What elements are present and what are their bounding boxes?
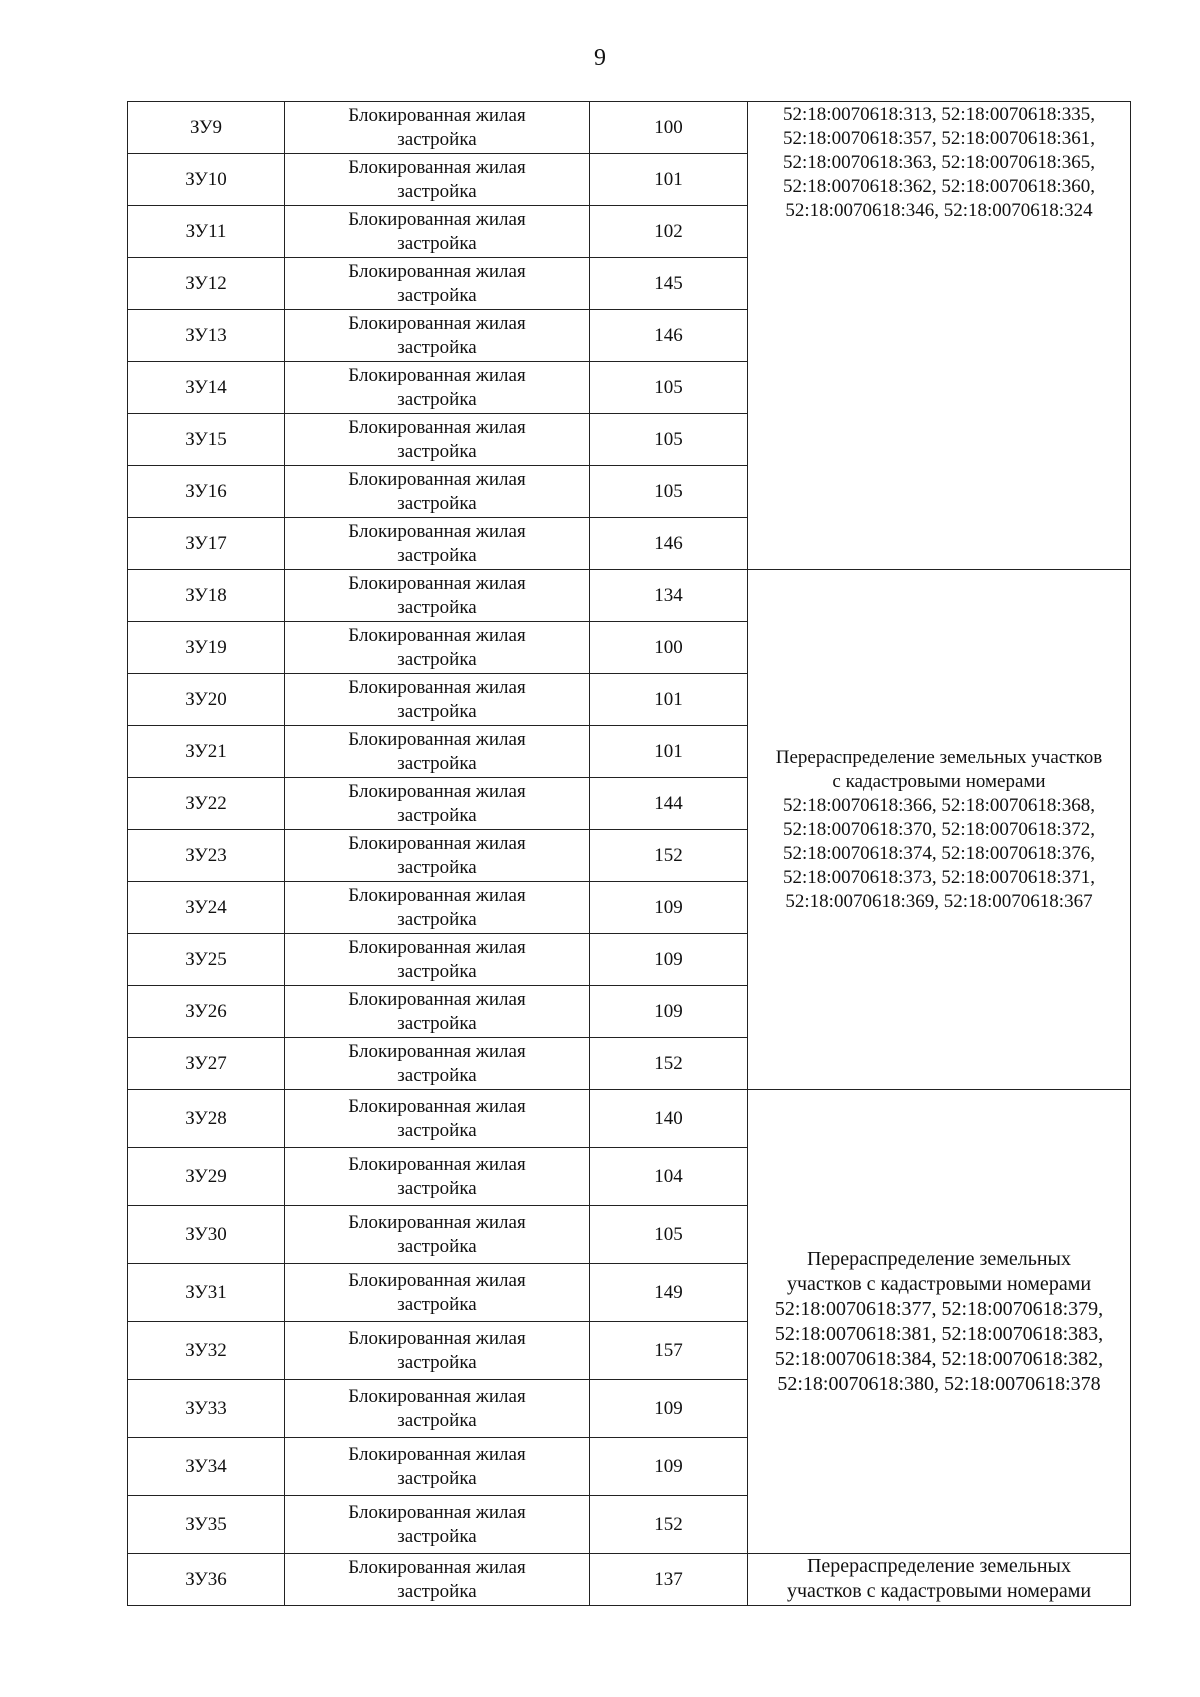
- plot-id-cell: ЗУ27: [128, 1038, 285, 1090]
- land-use-line-1: Блокированная жилая: [348, 416, 526, 438]
- area-cell: 100: [590, 102, 748, 154]
- land-use-line-1: Блокированная жилая: [348, 208, 526, 230]
- table-body: [128, 102, 1131, 1606]
- land-use-line-1: Блокированная жилая: [348, 1443, 526, 1465]
- area-cell: 105: [590, 362, 748, 414]
- land-use-cell: [285, 986, 590, 1038]
- land-use-cell: [285, 1496, 590, 1554]
- area-cell: 137: [590, 1554, 748, 1606]
- cadastral-note-line: 52:18:0070618:381, 52:18:0070618:383,: [774, 1322, 1104, 1345]
- plot-id-cell: ЗУ22: [128, 778, 285, 830]
- area-cell: 109: [590, 1438, 748, 1496]
- land-use-line-2: застройка: [397, 1177, 477, 1199]
- area-cell: 101: [590, 154, 748, 206]
- plot-id-cell: ЗУ21: [128, 726, 285, 778]
- land-use-line-2: застройка: [397, 1351, 477, 1373]
- land-use-line-1: Блокированная жилая: [348, 520, 526, 542]
- land-use-cell: [285, 778, 590, 830]
- plot-id-cell: ЗУ11: [128, 206, 285, 258]
- land-use-line-2: застройка: [397, 804, 477, 826]
- land-use-cell: [285, 1438, 590, 1496]
- area-cell: 104: [590, 1148, 748, 1206]
- land-use-line-1: Блокированная жилая: [348, 1556, 526, 1578]
- cadastral-note-line: Перераспределение земельных: [806, 1247, 1071, 1270]
- land-use-cell: [285, 1206, 590, 1264]
- plot-id-cell: ЗУ36: [128, 1554, 285, 1606]
- plot-id-cell: ЗУ35: [128, 1496, 285, 1554]
- area-cell: 105: [590, 1206, 748, 1264]
- table-row: [128, 570, 1131, 622]
- land-use-line-1: Блокированная жилая: [348, 364, 526, 386]
- plot-id-cell: ЗУ19: [128, 622, 285, 674]
- cadastral-note-line: 52:18:0070618:374, 52:18:0070618:376,: [783, 842, 1095, 864]
- cadastral-note-line: 52:18:0070618:384, 52:18:0070618:382,: [774, 1347, 1104, 1370]
- land-use-line-1: Блокированная жилая: [348, 156, 526, 178]
- land-use-cell: [285, 1380, 590, 1438]
- area-cell: 152: [590, 1496, 748, 1554]
- land-use-line-1: Блокированная жилая: [348, 312, 526, 334]
- land-use-line-1: Блокированная жилая: [348, 260, 526, 282]
- land-use-cell: [285, 674, 590, 726]
- plot-id-cell: ЗУ29: [128, 1148, 285, 1206]
- land-use-line-1: Блокированная жилая: [348, 1385, 526, 1407]
- land-use-line-2: застройка: [397, 1409, 477, 1431]
- cadastral-note-line: Перераспределение земельных: [806, 1555, 1071, 1577]
- land-use-line-1: Блокированная жилая: [348, 1269, 526, 1291]
- area-cell: 152: [590, 830, 748, 882]
- plot-id-cell: ЗУ16: [128, 466, 285, 518]
- land-use-line-1: Блокированная жилая: [348, 1211, 526, 1233]
- area-cell: 101: [590, 674, 748, 726]
- area-cell: 152: [590, 1038, 748, 1090]
- land-use-line-2: застройка: [397, 492, 477, 514]
- land-use-line-2: застройка: [397, 128, 477, 150]
- cadastral-note-line: 52:18:0070618:313, 52:18:0070618:335,: [783, 104, 1095, 125]
- area-cell: 140: [590, 1090, 748, 1148]
- land-use-cell: [285, 1038, 590, 1090]
- cadastral-note-line: участков с кадастровыми номерами: [786, 1272, 1092, 1295]
- land-use-cell: [285, 1148, 590, 1206]
- plot-id-cell: ЗУ9: [128, 102, 285, 154]
- land-use-line-2: застройка: [397, 856, 477, 878]
- cadastral-note-cell: [748, 570, 1131, 1090]
- land-use-line-2: застройка: [397, 596, 477, 618]
- land-use-line-2: застройка: [397, 960, 477, 982]
- land-use-cell: [285, 622, 590, 674]
- land-use-cell: [285, 570, 590, 622]
- land-use-cell: [285, 414, 590, 466]
- page-number: 9: [594, 45, 606, 71]
- land-use-line-1: Блокированная жилая: [348, 832, 526, 854]
- land-use-line-2: застройка: [397, 908, 477, 930]
- cadastral-note-line: Перераспределение земельных участков: [775, 746, 1103, 768]
- plot-id-cell: ЗУ10: [128, 154, 285, 206]
- plot-id-cell: ЗУ32: [128, 1322, 285, 1380]
- land-use-cell: [285, 882, 590, 934]
- land-use-line-1: Блокированная жилая: [348, 988, 526, 1010]
- plot-id-cell: ЗУ26: [128, 986, 285, 1038]
- cadastral-note-line: 52:18:0070618:362, 52:18:0070618:360,: [783, 176, 1095, 197]
- area-cell: 105: [590, 414, 748, 466]
- cadastral-note-cell: [748, 1554, 1131, 1606]
- land-use-line-2: застройка: [397, 388, 477, 410]
- plot-id-cell: ЗУ28: [128, 1090, 285, 1148]
- land-use-line-1: Блокированная жилая: [348, 1040, 526, 1062]
- area-cell: 157: [590, 1322, 748, 1380]
- land-use-line-1: Блокированная жилая: [348, 104, 526, 126]
- area-cell: 105: [590, 466, 748, 518]
- land-use-line-1: Блокированная жилая: [348, 884, 526, 906]
- area-cell: 134: [590, 570, 748, 622]
- land-use-line-2: застройка: [397, 336, 477, 358]
- area-cell: 149: [590, 1264, 748, 1322]
- land-use-cell: [285, 830, 590, 882]
- plot-id-cell: ЗУ18: [128, 570, 285, 622]
- land-use-line-2: застройка: [397, 1235, 477, 1257]
- cadastral-note-line: 52:18:0070618:373, 52:18:0070618:371,: [783, 866, 1095, 888]
- land-use-cell: [285, 934, 590, 986]
- plot-id-cell: ЗУ30: [128, 1206, 285, 1264]
- plot-id-cell: ЗУ14: [128, 362, 285, 414]
- plot-id-cell: ЗУ24: [128, 882, 285, 934]
- land-use-line-2: застройка: [397, 440, 477, 462]
- area-cell: 100: [590, 622, 748, 674]
- cadastral-note-line: 52:18:0070618:346, 52:18:0070618:324: [785, 200, 1093, 221]
- land-use-cell: [285, 1264, 590, 1322]
- cadastral-note-line: 52:18:0070618:366, 52:18:0070618:368,: [783, 794, 1095, 816]
- area-cell: 146: [590, 518, 748, 570]
- table-row: [128, 102, 1131, 154]
- plot-id-cell: ЗУ34: [128, 1438, 285, 1496]
- land-use-line-2: застройка: [397, 1119, 477, 1141]
- land-use-line-2: застройка: [397, 700, 477, 722]
- area-cell: 146: [590, 310, 748, 362]
- land-use-line-2: застройка: [397, 544, 477, 566]
- land-use-line-2: застройка: [397, 180, 477, 202]
- land-use-line-2: застройка: [397, 1012, 477, 1034]
- land-use-line-2: застройка: [397, 1580, 477, 1602]
- land-use-cell: [285, 1322, 590, 1380]
- land-use-cell: [285, 1090, 590, 1148]
- land-use-line-1: Блокированная жилая: [348, 624, 526, 646]
- table-row: [128, 1554, 1131, 1606]
- plot-id-cell: ЗУ25: [128, 934, 285, 986]
- cadastral-note-line: 52:18:0070618:369, 52:18:0070618:367: [785, 890, 1093, 912]
- land-use-cell: [285, 310, 590, 362]
- land-use-cell: [285, 102, 590, 154]
- land-use-line-1: Блокированная жилая: [348, 676, 526, 698]
- land-use-line-2: застройка: [397, 284, 477, 306]
- land-use-line-1: Блокированная жилая: [348, 468, 526, 490]
- area-cell: 102: [590, 206, 748, 258]
- cadastral-note-line: 52:18:0070618:377, 52:18:0070618:379,: [774, 1297, 1104, 1320]
- area-cell: 144: [590, 778, 748, 830]
- area-cell: 101: [590, 726, 748, 778]
- land-use-line-2: застройка: [397, 648, 477, 670]
- land-plots-table: [127, 101, 1131, 1606]
- cadastral-note-line: с кадастровыми номерами: [832, 770, 1046, 792]
- land-use-line-1: Блокированная жилая: [348, 1095, 526, 1117]
- plot-id-cell: ЗУ33: [128, 1380, 285, 1438]
- cadastral-note-line: 52:18:0070618:357, 52:18:0070618:361,: [783, 128, 1095, 149]
- plot-id-cell: ЗУ13: [128, 310, 285, 362]
- cadastral-note-line: участков с кадастровыми номерами: [786, 1580, 1092, 1602]
- land-use-cell: [285, 518, 590, 570]
- land-use-line-2: застройка: [397, 752, 477, 774]
- table-row: [128, 1090, 1131, 1148]
- land-use-cell: [285, 362, 590, 414]
- land-use-line-2: застройка: [397, 1293, 477, 1315]
- plot-id-cell: ЗУ15: [128, 414, 285, 466]
- cadastral-note-line: 52:18:0070618:380, 52:18:0070618:378: [777, 1372, 1101, 1395]
- land-use-line-1: Блокированная жилая: [348, 1501, 526, 1523]
- land-use-line-1: Блокированная жилая: [348, 1153, 526, 1175]
- plot-id-cell: ЗУ17: [128, 518, 285, 570]
- plot-id-cell: ЗУ12: [128, 258, 285, 310]
- area-cell: 109: [590, 882, 748, 934]
- cadastral-note-cell: [748, 102, 1131, 570]
- plot-id-cell: ЗУ20: [128, 674, 285, 726]
- area-cell: 109: [590, 1380, 748, 1438]
- area-cell: 109: [590, 934, 748, 986]
- land-use-line-2: застройка: [397, 232, 477, 254]
- land-use-line-1: Блокированная жилая: [348, 1327, 526, 1349]
- land-use-cell: [285, 726, 590, 778]
- land-use-line-2: застройка: [397, 1525, 477, 1547]
- land-use-line-1: Блокированная жилая: [348, 572, 526, 594]
- land-use-line-2: застройка: [397, 1467, 477, 1489]
- land-use-line-2: застройка: [397, 1064, 477, 1086]
- land-use-cell: [285, 154, 590, 206]
- plot-id-cell: ЗУ31: [128, 1264, 285, 1322]
- plot-id-cell: ЗУ23: [128, 830, 285, 882]
- land-use-cell: [285, 466, 590, 518]
- land-use-cell: [285, 258, 590, 310]
- land-use-line-1: Блокированная жилая: [348, 780, 526, 802]
- area-cell: 109: [590, 986, 748, 1038]
- cadastral-note-line: 52:18:0070618:363, 52:18:0070618:365,: [783, 152, 1095, 173]
- cadastral-note-cell: [748, 1090, 1131, 1554]
- land-use-line-1: Блокированная жилая: [348, 936, 526, 958]
- area-cell: 145: [590, 258, 748, 310]
- land-use-cell: [285, 206, 590, 258]
- cadastral-note-line: 52:18:0070618:370, 52:18:0070618:372,: [783, 818, 1095, 840]
- land-use-line-1: Блокированная жилая: [348, 728, 526, 750]
- land-use-cell: [285, 1554, 590, 1606]
